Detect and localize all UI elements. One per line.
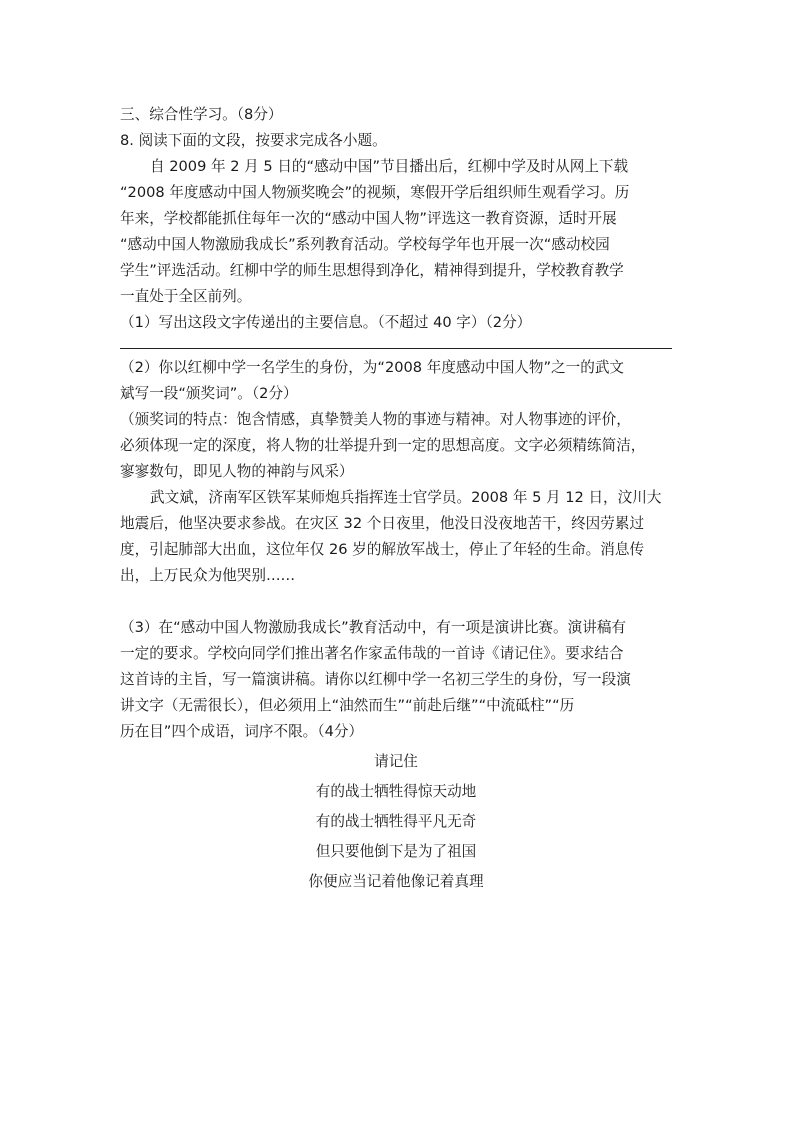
poem-line: 有的战士牺牲得平凡无奇 bbox=[315, 813, 477, 830]
q2-story bbox=[120, 485, 686, 589]
document-content bbox=[120, 102, 686, 897]
q1-prompt: （1）写出这段文字传递出的主要信息。（不超过 40 字）（2分） bbox=[120, 314, 532, 331]
section-heading: 三、综合性学习。（8分） bbox=[120, 106, 283, 123]
passage-line: 一直处于全区前列。 bbox=[120, 288, 252, 305]
poem-line: 你便应当记着他像记着真理 bbox=[308, 873, 484, 890]
q2-story-line: 出，上万民众为他哭别…… bbox=[120, 567, 296, 584]
q2-note bbox=[120, 407, 686, 485]
poem bbox=[120, 747, 672, 897]
q3-prompt-line: 讲文字（无需很长），但必须用上“油然而生”“前赴后继”“中流砥柱”“历 bbox=[120, 697, 575, 714]
passage-line: 自 2009 年 2 月 5 日的“感动中国”节目播出后，红柳中学及时从网上下载 bbox=[150, 158, 629, 175]
spacer bbox=[120, 589, 686, 615]
q2-prompt-line: （2）你以红柳中学一名学生的身份，为“2008 年度感动中国人物”之一的武文 bbox=[120, 359, 625, 376]
q2-note-line: 寥寥数句，即见人物的神韵与风采） bbox=[120, 463, 354, 480]
q3-prompt-line: （3）在“感动中国人物激励我成长”教育活动中，有一项是演讲比赛。演讲稿有 bbox=[120, 619, 627, 636]
q2-prompt-line: 斌写一段“颁奖词”。（2分） bbox=[120, 385, 298, 402]
poem-title: 请记住 bbox=[374, 753, 418, 770]
poem-line: 有的战士牺牲得惊天动地 bbox=[315, 783, 477, 800]
poem-line: 但只要他倒下是为了祖国 bbox=[315, 843, 477, 860]
q3-prompt bbox=[120, 615, 686, 745]
q2-story-line: 度，引起肺部大出血，这位年仅 26 岁的解放军战士，停止了年轻的生命。消息传 bbox=[120, 541, 645, 558]
q3-prompt-line: 一定的要求。学校向同学们推出著名作家孟伟哉的一首诗《请记住》。要求结合 bbox=[120, 645, 624, 662]
q2-story-line: 武文斌，济南军区铁军某师炮兵指挥连士官学员。2008 年 5 月 12 日，汶川大 bbox=[150, 489, 662, 506]
passage-line: 年来，学校都能抓住每年一次的“感动中国人物”评选这一教育资源，适时开展 bbox=[120, 210, 617, 227]
passage-line: “2008 年度感动中国人物颁奖晚会”的视频，寒假开学后组织师生观看学习。历 bbox=[120, 184, 630, 201]
q2-prompt bbox=[120, 355, 686, 407]
q2-story-line: 地震后，他坚决要求参战。在灾区 32 个日夜里，他没日没夜地苦干，终因劳累过 bbox=[120, 515, 645, 532]
passage bbox=[120, 154, 686, 310]
passage-line: 学生”评选活动。红柳中学的师生思想得到净化，精神得到提升，学校教育教学 bbox=[120, 262, 624, 279]
q3-prompt-line: 历在目”四个成语，词序不限。（4分） bbox=[120, 723, 364, 740]
question-intro: 8. 阅读下面的文段，按要求完成各小题。 bbox=[120, 132, 387, 149]
passage-line: “感动中国人物激励我成长”系列教育活动。学校每学年也开展一次“感动校园 bbox=[120, 236, 610, 253]
q2-note-line: 必须体现一定的深度，将人物的壮举提升到一定的思想高度。文字必须精练简洁， bbox=[120, 437, 646, 454]
q3-prompt-line: 这首诗的主旨，写一篇演讲稿。请你以红柳中学一名初三学生的身份，写一段演 bbox=[120, 671, 631, 688]
answer-line[interactable] bbox=[120, 348, 672, 349]
q2-note-line: （颁奖词的特点：饱含情感，真挚赞美人物的事迹与精神。对人物事迹的评价， bbox=[120, 411, 631, 428]
